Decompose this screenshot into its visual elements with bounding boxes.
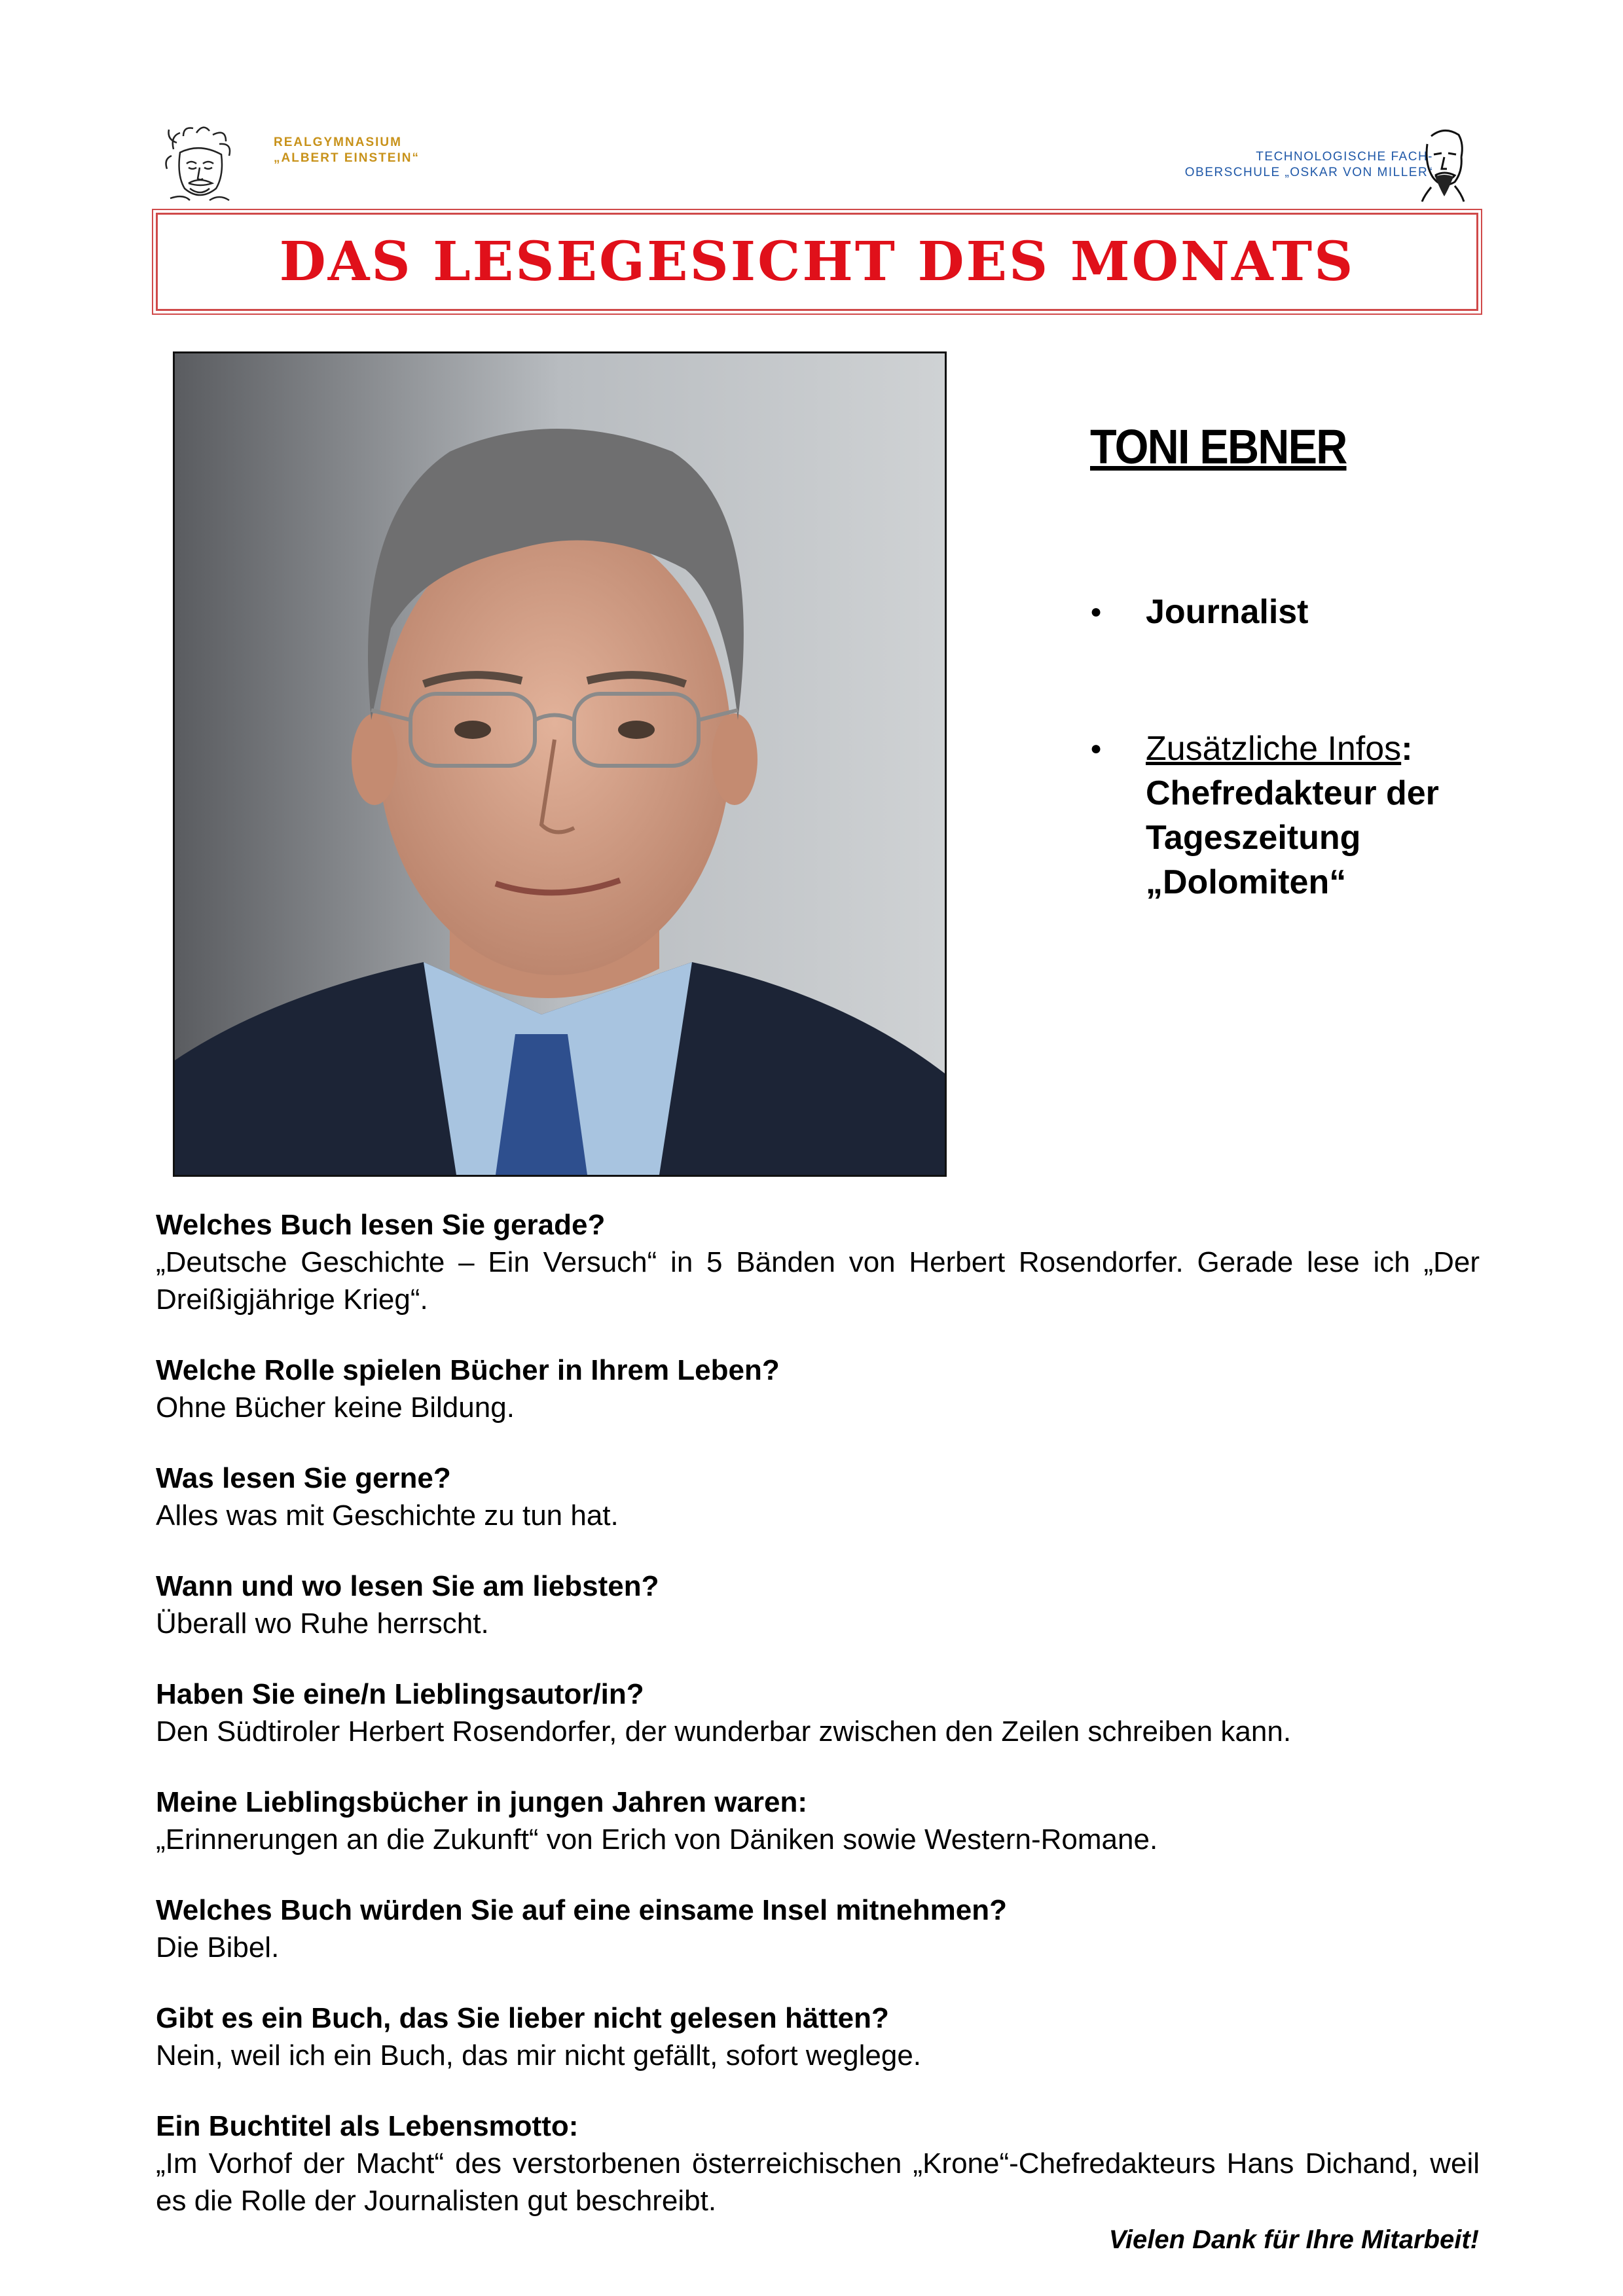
oskar-von-miller-logo — [1418, 124, 1467, 203]
qa-item — [156, 1206, 1480, 1318]
info-line-2: Tageszeitung — [1146, 819, 1361, 857]
question: Gibt es ein Buch, das Sie lieber nicht gelesen hätten? — [156, 2002, 889, 2034]
qa-item — [156, 1352, 1480, 1426]
question: Welches Buch lesen Sie gerade? — [156, 1209, 606, 1241]
einstein-logo — [164, 123, 236, 208]
qa-item — [156, 1784, 1480, 1858]
answer: Ohne Bücher keine Bildung. — [156, 1391, 515, 1424]
title-box — [156, 213, 1478, 311]
info-colon: : — [1401, 730, 1413, 768]
interview-section — [156, 1206, 1480, 2253]
qa-item — [156, 1892, 1480, 1966]
question: Meine Lieblingsbücher in jungen Jahren waren: — [156, 1786, 808, 1818]
profession-text: Journalist — [1146, 593, 1309, 631]
answer: „Deutsche Geschichte – Ein Versuch“ in 5 Bänden von Herbert Rosendorfer. Gerade lese ich „Der Dreißigjährige Krieg“. — [156, 1246, 1480, 1316]
answer: „Erinnerungen an die Zukunft“ von Erich von Däniken sowie Western-Romane. — [156, 1823, 1158, 1856]
qa-item — [156, 2000, 1480, 2074]
qa-item — [156, 1460, 1480, 1534]
school-name-right — [1185, 149, 1433, 181]
answer: Den Südtiroler Herbert Rosendorfer, der wunderbar zwischen den Zeilen schreiben kann. — [156, 1715, 1292, 1748]
info-line-3: „Dolomiten“ — [1146, 863, 1347, 901]
answer: „Im Vorhof der Macht“ des verstorbenen österreichischen „Krone“-Chefredakteurs Hans Dichand, weil es die Rolle der Journalisten gut beschreibt. — [156, 2147, 1480, 2217]
question: Wann und wo lesen Sie am liebsten? — [156, 1570, 659, 1602]
school-left-line2: „ALBERT EINSTEIN“ — [274, 151, 420, 165]
answer: Überall wo Ruhe herrscht. — [156, 1607, 489, 1640]
thanks-note: Vielen Dank für Ihre Mitarbeit! — [1108, 2225, 1479, 2254]
qa-item — [156, 1676, 1480, 1750]
info-line-1: Chefredakteur der — [1146, 774, 1439, 812]
bullet-dot-icon: ● — [1090, 601, 1103, 622]
school-right-line2: OBERSCHULE „OSKAR VON MILLER“ — [1184, 166, 1433, 179]
portrait-photo — [173, 351, 947, 1177]
question: Haben Sie eine/n Lieblingsautor/in? — [156, 1678, 644, 1710]
qa-item — [156, 1568, 1480, 1642]
question: Welche Rolle spielen Bücher in Ihrem Leben? — [156, 1354, 780, 1386]
profession-bullet — [1090, 592, 1309, 632]
question: Was lesen Sie gerne? — [156, 1462, 451, 1494]
answer: Die Bibel. — [156, 1931, 280, 1964]
answer: Alles was mit Geschichte zu tun hat. — [156, 1499, 619, 1532]
answer: Nein, weil ich ein Buch, das mir nicht gefällt, sofort weglege. — [156, 2039, 922, 2072]
info-lines — [1146, 726, 1439, 905]
school-left-line1: REALGYMNASIUM — [274, 135, 402, 149]
bullet-dot-icon: ● — [1090, 738, 1103, 759]
qa-item — [156, 2108, 1480, 2219]
question: Welches Buch würden Sie auf eine einsame Insel mitnehmen? — [156, 1894, 1007, 1926]
question: Ein Buchtitel als Lebensmotto: — [156, 2110, 579, 2142]
info-bullet — [1090, 726, 1439, 905]
page-title: DAS LESEGESICHT DES MONATS — [279, 230, 1355, 293]
info-label: Zusätzliche Infos — [1146, 730, 1402, 768]
person-name: TONI EBNER — [1090, 420, 1347, 474]
school-name-left — [274, 135, 420, 166]
school-right-line1: TECHNOLOGISCHE FACH- — [1256, 150, 1433, 164]
